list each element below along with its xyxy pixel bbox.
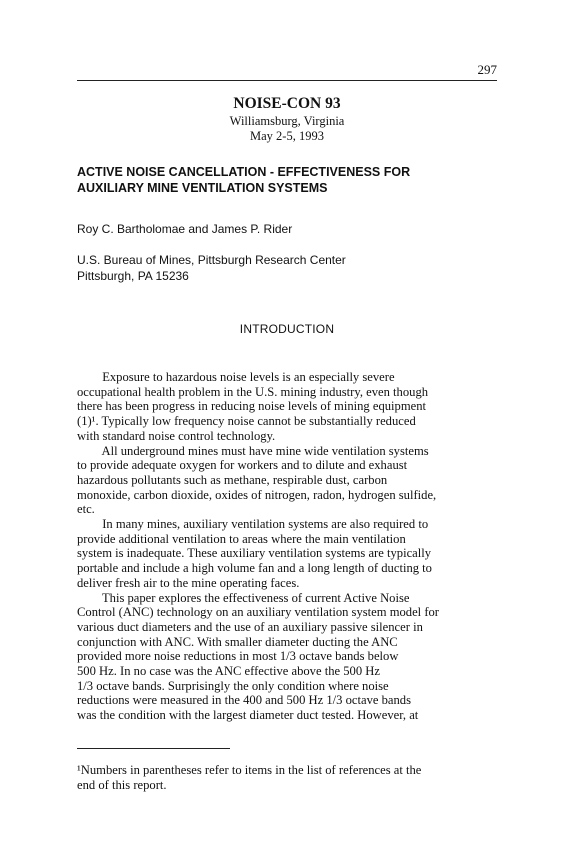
- page-number: 297: [477, 62, 497, 77]
- author-affiliation: [77, 252, 346, 284]
- body-line: to provide adequate oxygen for workers and to dilute and exhaust: [77, 458, 408, 473]
- body-line: Exposure to hazardous noise levels is an especially severe: [77, 370, 395, 384]
- body-text: [77, 370, 497, 723]
- paper-title: [77, 165, 497, 196]
- header-rule: [77, 80, 497, 81]
- body-line: Control (ANC) technology on an auxiliary ventilation system model for: [77, 605, 440, 620]
- affiliation-line: Pittsburgh, PA 15236: [77, 269, 189, 284]
- affiliation-line: U.S. Bureau of Mines, Pittsburgh Research Center: [77, 253, 346, 267]
- body-line: was the condition with the largest diameter duct tested. However, at: [77, 708, 419, 723]
- paper-title-line: AUXILIARY MINE VENTILATION SYSTEMS: [77, 180, 328, 195]
- section-heading: INTRODUCTION: [239, 322, 335, 336]
- body-line: etc.: [77, 502, 95, 517]
- footnote-line: end of this report.: [77, 777, 167, 792]
- body-line: monoxide, carbon dioxide, oxides of nitrogen, radon, hydrogen sulfide,: [77, 487, 437, 502]
- paper-authors: Roy C. Bartholomae and James P. Rider: [77, 222, 293, 236]
- body-line: 500 Hz. In no case was the ANC effective above the 500 Hz: [77, 664, 380, 679]
- body-line: system is inadequate. These auxiliary ventilation systems are typically: [77, 546, 432, 561]
- body-line: (1)¹. Typically low frequency noise cannot be substantially reduced: [77, 414, 416, 429]
- body-line: hazardous pollutants such as methane, respirable dust, carbon: [77, 472, 388, 487]
- body-line: All underground mines must have mine wide ventilation systems: [77, 443, 429, 458]
- conference-header: [77, 95, 497, 144]
- paper-title-line: ACTIVE NOISE CANCELLATION - EFFECTIVENESS FOR: [77, 165, 411, 179]
- body-line: various duct diameters and the use of an auxiliary passive silencer in: [77, 619, 423, 634]
- body-line: portable and include a high volume fan and a long length of ducting to: [77, 561, 432, 576]
- body-line: This paper explores the effectiveness of current Active Noise: [77, 590, 410, 605]
- footnote-rule: [77, 748, 230, 749]
- body-line: provided more noise reductions in most 1/3 octave bands below: [77, 649, 399, 664]
- footnote: [77, 763, 497, 792]
- conference-date: May 2-5, 1993: [250, 128, 324, 143]
- body-line: provide additional ventilation to areas where the main ventilation: [77, 531, 406, 546]
- conference-name: NOISE-CON 93: [233, 95, 341, 112]
- body-line: reductions were measured in the 400 and 500 Hz 1/3 octave bands: [77, 693, 411, 708]
- body-line: conjunction with ANC. With smaller diameter ducting the ANC: [77, 634, 398, 649]
- body-line: there has been progress in reducing noise levels of mining equipment: [77, 399, 427, 414]
- body-line: In many mines, auxiliary ventilation systems are also required to: [77, 517, 429, 532]
- body-line: deliver fresh air to the mine operating faces.: [77, 575, 300, 590]
- body-line: 1/3 octave bands. Surprisingly the only condition where noise: [77, 678, 389, 693]
- footnote-line: ¹Numbers in parentheses refer to items in the list of references at the: [77, 763, 422, 777]
- conference-location: Williamsburg, Virginia: [229, 113, 345, 128]
- body-line: with standard noise control technology.: [77, 428, 276, 443]
- body-line: occupational health problem in the U.S. mining industry, even though: [77, 384, 429, 399]
